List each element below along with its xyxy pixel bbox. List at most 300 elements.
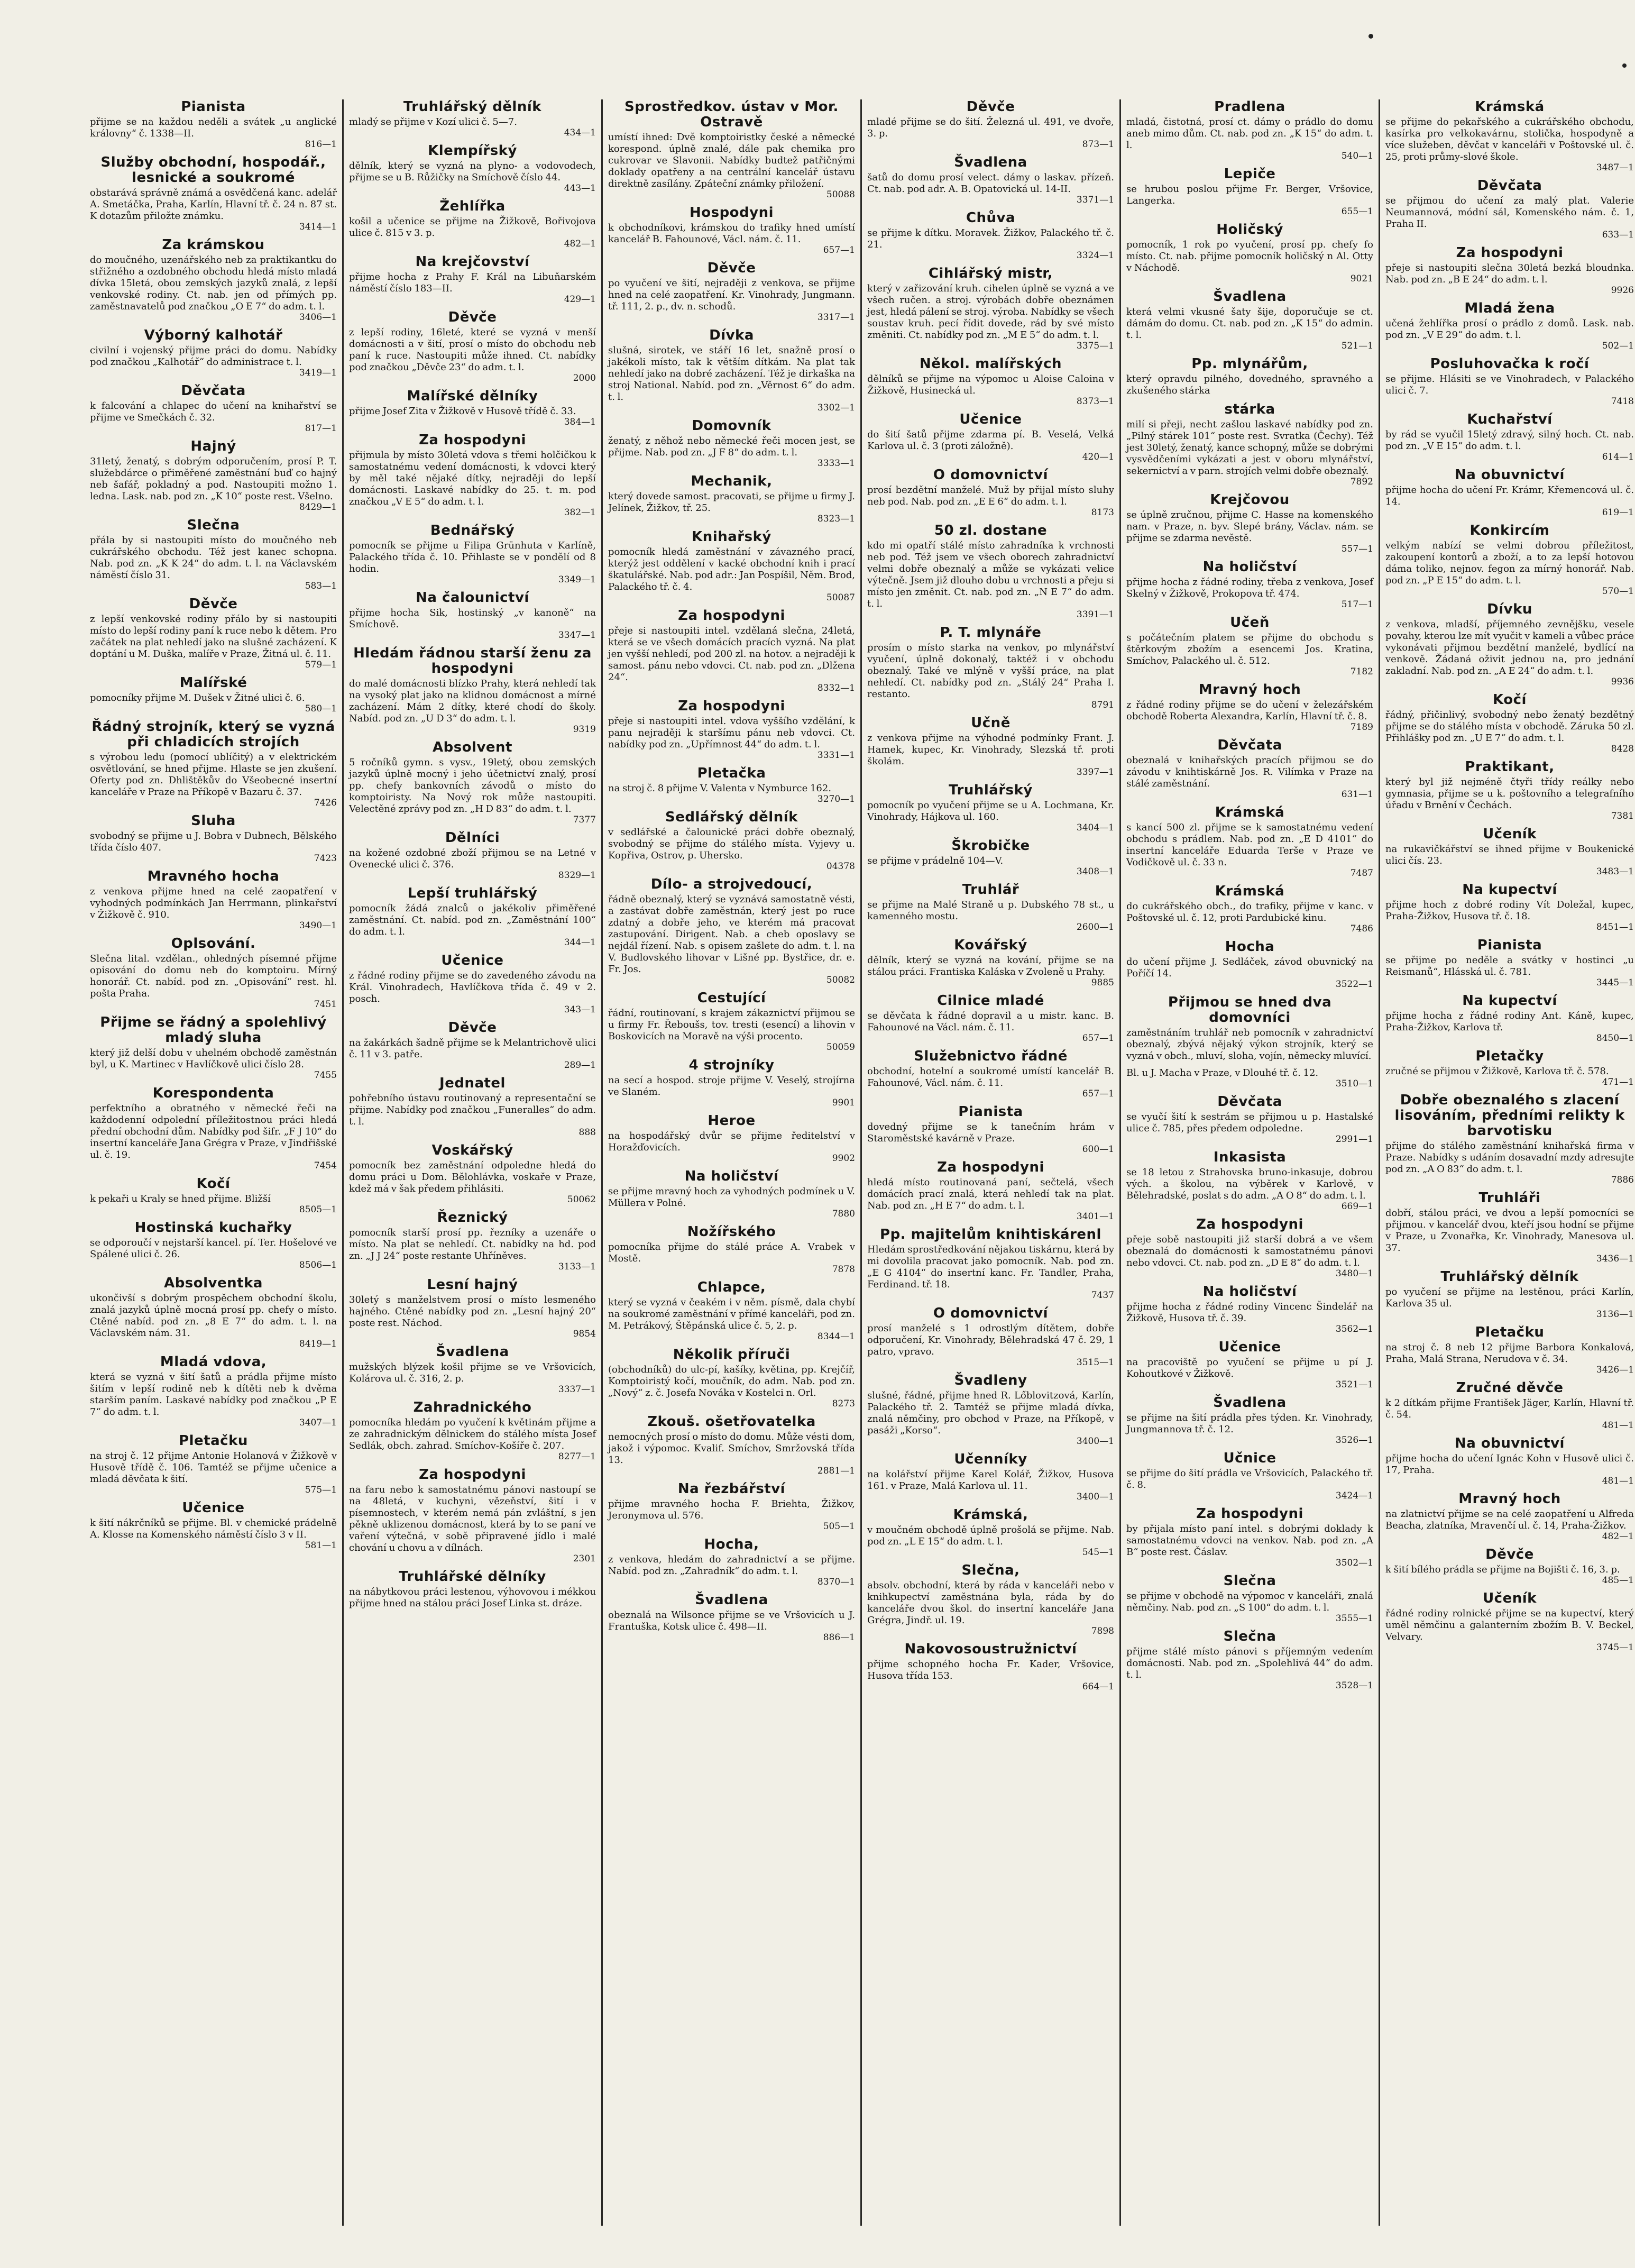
ad-heading: Švadleny bbox=[954, 1373, 1027, 1388]
ad-code: 9936 bbox=[1611, 676, 1634, 687]
ad-heading: Truhláři bbox=[1478, 1190, 1541, 1206]
ad-text: pomocníka přijme do stálé práce A. Vrabek v Mostě. bbox=[608, 1241, 855, 1264]
classified-ad bbox=[90, 936, 337, 1010]
ad-heading: Dívka bbox=[709, 327, 754, 343]
classified-ad bbox=[867, 838, 1114, 877]
ad-heading: Mravný hoch bbox=[1458, 1491, 1561, 1507]
ad-text: který se vyzná v čeakém i v něm. písmě, dala chybí na soukromé zaměstnání v přímé kanceláři, pod zn. M. Petrákový, Štěpánská ulice č. 5, 2. p. bbox=[608, 1297, 855, 1331]
ad-heading: Hocha, bbox=[704, 1537, 759, 1552]
ad-heading: Pianista bbox=[181, 99, 246, 115]
ad-heading: Učnice bbox=[1223, 1450, 1276, 1466]
column-5 bbox=[1121, 99, 1380, 2226]
ad-text: dovedný přijme se k tanečním hrám v Staroměstské kavárně v Praze. bbox=[867, 1121, 1114, 1144]
ad-code: 540—1 bbox=[1341, 151, 1373, 161]
ad-code: 3400—1 bbox=[1076, 1436, 1114, 1447]
ad-code: 521—1 bbox=[1341, 341, 1373, 351]
classified-ad bbox=[349, 433, 596, 518]
classified-ad bbox=[349, 1277, 596, 1339]
ad-text: Hledám sprostředkování nějakou tiskárnu, která by mi dovolila pracovat jako pomocník. Nab. pod zn. „E G 4104“ do insertní kanc. Fr. Tandler, Praha, Ferdinand. tř. 18. bbox=[867, 1244, 1114, 1290]
ad-code: 3526—1 bbox=[1335, 1435, 1373, 1446]
ad-code: 3480—1 bbox=[1335, 1268, 1373, 1279]
ad-heading: Sprostředkov. ústav v Mor. Ostravě bbox=[624, 99, 839, 130]
ad-text: prosí bezdětní manželé. Muž by přijal místo sluhy neb pod. Nab. pod zn. „E E 6“ do adm. t. l. bbox=[867, 484, 1114, 507]
ad-text: se přijme v prádelně 104—V. bbox=[867, 855, 1004, 866]
classified-ad bbox=[349, 1569, 596, 1609]
ad-heading: Sedlářský dělník bbox=[665, 809, 798, 825]
ad-heading: Lepiče bbox=[1224, 166, 1276, 182]
ad-text: řádně obeznalý, který se vyznává samostatně vésti, a zastávat dobře zaměstnán, který jest po ruce zdatný a dobře jeho, ve kterém má pracovat zastupování. Dirigent. Nab. a cheb oposlavy se nejdál řízení. Nab. s opisem zašlete do adm. t. l. na V. Budlovského lihovar v Lišné pp. Bystřice, dr. e. Fr. Jos. bbox=[608, 894, 855, 975]
classified-ad bbox=[867, 1227, 1114, 1301]
ad-text: přijme hocha z řádné rodiny Vincenc Šindelář na Žižkově, Husova tř. č. 39. bbox=[1126, 1301, 1373, 1324]
classified-ad bbox=[349, 1020, 596, 1071]
classified-ad bbox=[608, 699, 855, 761]
classified-ad bbox=[608, 474, 855, 524]
ad-text: přijme hocha z řádné rodiny Ant. Káně, kupec, Praha-Žižkov, Karlova tř. bbox=[1385, 1010, 1634, 1033]
ad-heading: Klempířský bbox=[428, 143, 517, 159]
ad-heading: Švadlena bbox=[695, 1592, 768, 1608]
ad-code: 3408—1 bbox=[1076, 866, 1114, 877]
ad-heading: Chůva bbox=[966, 210, 1016, 226]
ad-code: 655—1 bbox=[1341, 206, 1373, 217]
classified-ad bbox=[867, 211, 1114, 261]
classified-ad bbox=[608, 328, 855, 413]
ad-heading: Pp. majitelům knihtiskárenl bbox=[880, 1227, 1101, 1242]
ad-text: přeje sobě nastoupiti již starší dobrá a ve všem obeznalá do domácnosti k samostatnému pánovi nebo vdovci. Ct. nab. pod zn. „D E 8“ do adm. t. l. bbox=[1126, 1234, 1373, 1268]
classified-ad bbox=[608, 1537, 855, 1587]
classified-ad bbox=[1385, 245, 1634, 296]
ad-text: velkým nabízí se velmi dobrou příležitost, zakoupení kontorů a zboží, a to za lepší hotovou dáma toliko, nejnov. fegon za mírný honorář. Nab. pod zn. „P E 15“ do adm. t. l. bbox=[1385, 540, 1634, 586]
ad-text: se odporoučí v nejstarší kancel. pí. Ter. Hošelové ve Spálené ulici č. 26. bbox=[90, 1237, 337, 1260]
ad-heading: Za hospodyni bbox=[1196, 1217, 1303, 1232]
ad-heading: Slečna, bbox=[961, 1562, 1020, 1578]
ad-text: se 18 letou z Strahovska bruno-inkasuje, dobrou vých. a školou, na výběrek v Karlově, v Bělehradské, poslat s do adm. „A O 8“ do adm. t. l. bbox=[1126, 1167, 1373, 1201]
ad-text: přijme do stálého zaměstnání knihařská firma v Praze. Nabídky s udáním dosavadní mzdy adresujte pod zn. „A O 83“ do adm. t. l. bbox=[1385, 1140, 1634, 1175]
classified-ad bbox=[608, 1481, 855, 1532]
ad-heading: Na holičství bbox=[684, 1168, 779, 1184]
classified-ad bbox=[90, 1355, 337, 1428]
classified-ad bbox=[608, 1113, 855, 1164]
classified-ad bbox=[90, 99, 337, 150]
ad-text: do učení přijme J. Sedláček, závod obuvnický na Poříčí 14. bbox=[1126, 956, 1373, 979]
ad-heading: Za hospodyni bbox=[678, 608, 785, 624]
ad-heading: Mravný hoch bbox=[1198, 682, 1301, 698]
classified-ad bbox=[349, 886, 596, 948]
ad-code: 50082 bbox=[826, 975, 855, 985]
ad-code: 8451—1 bbox=[1596, 922, 1634, 932]
ad-heading: Kuchařství bbox=[1467, 411, 1553, 427]
ad-heading: Pletačku bbox=[1475, 1324, 1545, 1340]
ad-code: 9926 bbox=[1611, 285, 1634, 296]
ad-heading: Učně bbox=[971, 715, 1011, 731]
classified-ad bbox=[349, 310, 596, 383]
ad-text: na žakárkách šadně přijme se k Melantrichově ulici č. 11 v 3. patře. bbox=[349, 1037, 596, 1060]
classified-ad bbox=[1385, 1547, 1634, 1586]
ad-code: 8344—1 bbox=[817, 1331, 855, 1342]
classified-ad bbox=[90, 155, 337, 232]
classified-ad bbox=[1385, 1269, 1634, 1320]
ad-code: 7880 bbox=[832, 1209, 855, 1219]
classified-ad bbox=[608, 766, 855, 804]
ad-code: 482—1 bbox=[1602, 1531, 1634, 1542]
classified-ad bbox=[1126, 1451, 1373, 1501]
ad-text: z venkova, mladší, příjemného zevnějšku, vesele povahy, kterou lze mít vyučit v kameli a vůbec práce vykonávati přijmou bezdětní manželé, bydlící na venkově. Žádaná oživit jednou na, pro jednání zakladní. Nab. pod zn. „A E 24“ do adm. t. l. bbox=[1385, 619, 1634, 676]
ad-code: 633—1 bbox=[1602, 230, 1634, 240]
ad-heading: Za hospodyni bbox=[419, 432, 526, 448]
ad-heading: Kočí bbox=[1493, 692, 1527, 708]
ad-code: 2991—1 bbox=[1335, 1134, 1373, 1145]
ad-text: přijme mravného hocha F. Briehta, Žižkov, Jeronymova ul. 576. bbox=[608, 1498, 855, 1521]
ad-code: 382—1 bbox=[564, 507, 596, 518]
ad-code: 8329—1 bbox=[558, 870, 596, 881]
ad-heading: Kovářský bbox=[954, 937, 1027, 953]
ad-heading: Za hospodyni bbox=[937, 1159, 1044, 1175]
column-2 bbox=[344, 99, 603, 2226]
ad-text: který opravdu pilného, dovedného, spravného a zkušeného stárka bbox=[1126, 373, 1373, 396]
ad-text: hledá místo routinovaná paní, sečtelá, všech domácích prací znalá, která nehledí tak na plat. Nab. pod zn. „H E 7“ do adm. t. l. bbox=[867, 1177, 1114, 1211]
ad-code: 3302—1 bbox=[817, 403, 855, 413]
classified-ad bbox=[1126, 682, 1373, 733]
ad-heading: Hostinská kuchařky bbox=[134, 1220, 292, 1236]
classified-ad bbox=[608, 1169, 855, 1219]
ad-heading: 4 strojníky bbox=[688, 1057, 775, 1073]
ad-code: 7455 bbox=[314, 1070, 337, 1081]
ad-code: 485—1 bbox=[1602, 1575, 1634, 1586]
ad-code: 50059 bbox=[826, 1042, 855, 1053]
column-6 bbox=[1380, 99, 1635, 2226]
ad-code: 8173 bbox=[1091, 507, 1114, 518]
classified-ad bbox=[349, 740, 596, 825]
classified-ad bbox=[349, 1400, 596, 1462]
ad-heading: 50 zl. dostane bbox=[934, 523, 1048, 538]
classified-ad bbox=[349, 1143, 596, 1205]
ad-heading: Učenice bbox=[1218, 1339, 1281, 1355]
classified-ad bbox=[1385, 1591, 1634, 1653]
ad-text: na zlatnictví přijme se na celé zaopatření u Alfreda Beacha, zlatníka, Mravenčí ul. č. 14, Praha-Žižkov. bbox=[1385, 1508, 1634, 1531]
ad-text: přijme hoch z dobré rodiny Vít Doležal, kupec, Praha-Žižkov, Husova tř. č. 18. bbox=[1385, 899, 1634, 922]
ad-heading: Hocha bbox=[1225, 939, 1275, 955]
ad-code: 7423 bbox=[314, 853, 337, 864]
ad-text: řádní, routinovaní, s krajem zákaznictví přijmou se u firmy Fr. Řeboušs, tov. tresti (esencí) a lihovin v Boskovicích na Moravě na výši procento. bbox=[608, 1008, 855, 1042]
classified-ad bbox=[1385, 993, 1634, 1044]
ad-text: civilní i vojenský přijme práci do domu. Nabídky pod značkou „Kalhotář“ do administrace t. l. bbox=[90, 345, 337, 368]
ad-heading: Krámská bbox=[1215, 804, 1285, 820]
ad-heading: Děvče bbox=[448, 1020, 497, 1036]
scan-speck bbox=[1622, 63, 1627, 68]
ad-code: 3555—1 bbox=[1335, 1613, 1373, 1624]
ad-code: 3404—1 bbox=[1076, 822, 1114, 833]
ad-code: 2301 bbox=[573, 1553, 596, 1564]
classified-ad bbox=[1385, 1492, 1634, 1542]
classified-ad bbox=[867, 1563, 1114, 1636]
classified-ad bbox=[867, 882, 1114, 932]
ad-heading: Cestující bbox=[697, 990, 766, 1006]
ad-text: do cukrářského obch., do trafiky, přijme v kanc. v Poštovské ul. č. 12, proti Pardubické kinu. bbox=[1126, 901, 1373, 923]
ad-code: 8506—1 bbox=[299, 1260, 337, 1270]
ad-code: 8428 bbox=[1611, 744, 1634, 754]
ad-text: dělníků se přijme na výpomoc u Aloise Caloina v Žižkově, Husinecká ul. bbox=[867, 373, 1114, 396]
ad-text: kdo mi opatří stálé místo zahradníka k vrchnosti neb pod. Též jsem ve všech oborech zahradnictví velmi dobře obeznalý a může se vykázati velice výtečně. Jsem již dlouho dobu u vrchnosti a přeju si místo jen změnit. Ct. nab. pod zn. „N E 7“ do adm. t. l. bbox=[867, 540, 1114, 609]
ad-code: 3745—1 bbox=[1596, 1642, 1634, 1653]
ad-text: by rád se vyučil 15letý zdravý, silný hoch. Ct. nab. pod zn. „V E 15“ do adm. t. l. bbox=[1385, 429, 1634, 452]
ad-code: 502—1 bbox=[1602, 341, 1634, 351]
ad-heading: Přijme se řádný a spolehlivý mladý sluha bbox=[100, 1014, 327, 1046]
ad-code: 505—1 bbox=[823, 1521, 855, 1532]
ad-code: 384—1 bbox=[564, 417, 596, 427]
ad-text: k šití bílého prádla se přijme na Bojišti č. 16, 3. p. bbox=[1385, 1564, 1620, 1575]
ad-text: pomocník žádá znalců o jakékoliv přiměřené zaměstnání. Ct. nabíd. pod zn. „Zaměstnání 100“ do adm. t. l. bbox=[349, 903, 596, 937]
ad-heading: Pletačka bbox=[697, 765, 766, 781]
classified-ad bbox=[349, 953, 596, 1015]
ad-heading: Sluha bbox=[191, 813, 236, 829]
ad-text: přijme stálé místo pánovi s příjemným vedením domácnosti. Nab. pod zn. „Spolehlivá 44“ do adm. t. l. bbox=[1126, 1646, 1373, 1680]
classified-ad bbox=[1385, 1093, 1634, 1185]
ad-text: která velmi vkusné šaty šije, doporučuje se ct. dámám do domu. Ct. nab. pod zn. „K 15“ do admin. t. l. bbox=[1126, 306, 1373, 341]
ad-code: 7892 bbox=[1350, 477, 1373, 487]
ad-text: prosím o místo starka na venkov, po mlynářství vyučení, úplně dokonalý, taktéž i v obchodu obeznalý. Také ve mlýně v vyšší práce, na plat nehledí. Ct. nabídky pod zn. „Stálý 24“ Praha I. restanto. bbox=[867, 642, 1114, 700]
ad-code: 3407—1 bbox=[299, 1418, 337, 1428]
ad-text: z lepší rodiny, 16leté, které se vyzná v menší domácnosti a v šití, prosí o místo do obchodu neb paní k ruce. Nastoupiti může ihned. Ct. nabídky pod značkou „Děvče 23“ do adm. t. l. bbox=[349, 327, 596, 373]
ad-text: se hrubou poslou přijme Fr. Berger, Vršovice, Langerka. bbox=[1126, 184, 1373, 206]
ad-text: k falcování a chlapec do učení na knihařství se přijme ve Smečkách č. 32. bbox=[90, 400, 337, 423]
classified-ad bbox=[349, 523, 596, 585]
classified-ad bbox=[1385, 468, 1634, 518]
ad-code: 3371—1 bbox=[1076, 195, 1114, 205]
classified-ad bbox=[1385, 178, 1634, 240]
ad-heading: Absolvent bbox=[432, 739, 512, 755]
ad-code: 420—1 bbox=[1082, 452, 1114, 462]
ad-text: přála by si nastoupiti místo do moučného neb cukrářského obchodu. Též jest kanec schopna. Nab. pod zn. „K K 24“ do adm. t. l. na Václavském náměstí číslo 31. bbox=[90, 535, 337, 581]
ad-heading: Švadlena bbox=[1213, 1395, 1287, 1411]
ad-code: 344—1 bbox=[564, 937, 596, 948]
classified-ad bbox=[1126, 884, 1373, 934]
ad-code: 3401—1 bbox=[1076, 1211, 1114, 1222]
ad-text: na secí a hospod. stroje přijme V. Veselý, strojírna ve Slaném. bbox=[608, 1075, 855, 1098]
classified-ad bbox=[1126, 805, 1373, 879]
ad-code: 7487 bbox=[1350, 868, 1373, 879]
ad-text: přijme hocha do učení Ignác Kohn v Husově ulici č. 17, Praha. bbox=[1385, 1453, 1634, 1476]
ad-text: se úplně zručnou, přijme C. Hasse na komenského nam. v Praze, n. byv. Slepé brány, Václav. nám. se přijme se zdarma nevěstě. bbox=[1126, 509, 1373, 544]
ad-text: se přijmou do učení za malý plat. Valerie Neumannová, módní sál, Komenského nám. č. 1, Praha II. bbox=[1385, 195, 1634, 230]
ad-text: se přijme k dítku. Moravek. Žižkov, Palackého tř. č. 21. bbox=[867, 227, 1114, 250]
ad-heading: Truhlářské dělníky bbox=[399, 1569, 546, 1585]
ad-code: 3490—1 bbox=[299, 920, 337, 931]
ad-heading: Dělníci bbox=[445, 830, 500, 846]
ad-text: se děvčata k řádné dopravil a u mistr. kanc. B. Fahounové na Václ. nám. č. 11. bbox=[867, 1010, 1114, 1033]
classified-ad bbox=[349, 254, 596, 305]
ad-code: 8505—1 bbox=[299, 1204, 337, 1215]
ad-code: 579—1 bbox=[305, 660, 337, 670]
ad-text: do šití šatů přijme zdarma pí. B. Veselá, Velká Karlova ul. č. 3 (proti záložně). bbox=[867, 429, 1114, 452]
ad-text: řádné rodiny rolnické přijme se na kupectví, který uměl němčinu a galanterním zbožím B. V. Beckel, Velvary. bbox=[1385, 1608, 1634, 1642]
ad-heading: Řádný strojník, který se vyzná při chladicích strojích bbox=[91, 719, 335, 750]
classified-ad bbox=[349, 1467, 596, 1564]
ad-text: pomocník hledá zaměstnání v závazného prací, kterýž jest oddělení v kacké obchodní knih i prací škatulářské. Nab. pod adr.: Jan Pospíšil, Něm. Brod, Palackého tř. č. 4. bbox=[608, 546, 855, 592]
ad-code: 3397—1 bbox=[1076, 767, 1114, 778]
ad-text: se vyučí šití k sestrám se přijmou u p. Hastalské ulice č. 785, přes předem odpoledne. bbox=[1126, 1111, 1373, 1134]
ad-code: 3270—1 bbox=[817, 794, 855, 804]
classified-ad bbox=[1126, 1094, 1373, 1145]
ad-heading: Slečna bbox=[1223, 1629, 1276, 1644]
ad-text: který byl již nejméně čtyři třídy reálky nebo gymnasia, přijme se u k. poštovního a telegrafního úřadu v Brnění v Čechách. bbox=[1385, 776, 1634, 811]
ad-text: na stroj č. 12 přijme Antonie Holanová v Žižkově v Husově třídě č. 106. Tamtéž se přijme učenice a mladá děvčata k šití. bbox=[90, 1450, 337, 1485]
ad-text: mladé přijme se do šití. Železná ul. 491, ve dvoře, 3. p. bbox=[867, 116, 1114, 139]
classified-ad bbox=[1126, 222, 1373, 284]
ad-text: (obchodníků) do ulc-pí, kašíky, květina, pp. Krejčíř, Komptoiristý kočí, moučník, do adm. Nab. pod zn. „Nový“ z. č. Josefa Nováka v Kostelci n. Orl. bbox=[608, 1364, 855, 1398]
ad-text: s kancí 500 zl. přijme se k samostatnému vedení obchodu s prádlem. Nab. pod zn. „E D 4101“ do insertní kanceláře Eduarda Terše v Praze ve Vodičkově ul. č. 33 n. bbox=[1126, 822, 1373, 868]
classified-ad bbox=[1385, 692, 1634, 754]
classified-ad bbox=[1126, 1340, 1373, 1390]
classified-ad bbox=[1126, 99, 1373, 161]
ad-heading: Za hospodyni bbox=[419, 1467, 526, 1483]
classified-ad bbox=[349, 1076, 596, 1138]
ad-code: 3136—1 bbox=[1596, 1309, 1634, 1320]
ad-text: po vyučení ve šití, nejraději z venkova, se přijme hned na celé zaopatření. Kr. Vinohrady, Jungmann. tř. 111, 2. p., dv. n. schodů. bbox=[608, 278, 855, 312]
classified-ad bbox=[608, 1414, 855, 1476]
ad-heading: Na řezbářství bbox=[677, 1481, 786, 1497]
classified-ad bbox=[608, 529, 855, 603]
classified-ad bbox=[608, 1593, 855, 1643]
ad-heading: Za hospodyni bbox=[678, 698, 785, 714]
classified-ad bbox=[1126, 1067, 1373, 1089]
ad-text: k obchodníkovi, krámskou do trafiky hned umístí kancelář B. Fahounové, Václ. nám. č. 11. bbox=[608, 222, 855, 245]
scan-speck bbox=[1368, 34, 1373, 39]
ad-heading: Mechanik, bbox=[691, 473, 773, 489]
ad-heading: Lesní hajný bbox=[427, 1277, 518, 1293]
classified-ad bbox=[1385, 882, 1634, 932]
ad-text: se přijme mravný hoch za vyhodných podmínek u V. Müllera v Polné. bbox=[608, 1186, 855, 1209]
ad-text: učená žehlířka prosí o prádlo z domů. Lask. nab. pod zn. „V E 29“ do adm. t. l. bbox=[1385, 318, 1634, 341]
ad-heading: Mravného hocha bbox=[147, 868, 280, 884]
classified-ad bbox=[867, 468, 1114, 518]
ad-code: 3414—1 bbox=[299, 222, 337, 232]
ad-text: na kožené ozdobné zboží přijmou se na Letné v Ovenecké ulici č. 376. bbox=[349, 847, 596, 870]
classified-ad bbox=[1385, 938, 1634, 988]
ad-code: 3426—1 bbox=[1596, 1365, 1634, 1375]
ad-heading: Na holičství bbox=[1202, 559, 1297, 575]
ad-heading: Dílo- a strojvedoucí, bbox=[650, 876, 813, 892]
ad-code: 614—1 bbox=[1602, 452, 1634, 462]
classified-ad bbox=[1385, 356, 1634, 407]
ad-text: obeznalá na Wilsonce přijme se ve Vršovicích u J. Frantuška, Kotsk ulice č. 498—II. bbox=[608, 1609, 855, 1632]
ad-heading: Mladá žena bbox=[1464, 300, 1555, 316]
ad-text: se přijme. Hlásiti se ve Vinohradech, v Palackého ulici č. 7. bbox=[1385, 373, 1634, 396]
classified-ad bbox=[90, 597, 337, 670]
ad-text: z venkova přijme hned na celé zaopatření v vyhodných podmínkách Jan Herrmann, plinkařství v Žižkově č. 910. bbox=[90, 886, 337, 920]
ad-code: 7182 bbox=[1350, 666, 1373, 677]
ad-heading: Pletačky bbox=[1475, 1048, 1544, 1064]
ad-code: 583—1 bbox=[305, 581, 337, 591]
ad-text: přijme hocha Sik, hostinský „v kanoně“ na Smíchově. bbox=[349, 607, 596, 630]
ad-text: přijme schopného hocha Fr. Kader, Vršovice, Husova třída 153. bbox=[867, 1659, 1114, 1681]
ad-heading: Děvčata bbox=[1477, 178, 1542, 194]
ad-heading: Zkouš. ošetřovatelka bbox=[647, 1414, 816, 1430]
ad-heading: Absolventka bbox=[164, 1275, 263, 1291]
classified-ad bbox=[608, 991, 855, 1053]
ad-text: přeje si nastoupiti intel. vzdělaná slečna, 24letá, která se ve všech domácích pracích vyzná. Na plat jen vyšší nehledí, pod 200 zl. na hotov. a nejraději k samost. pánu nebo vdovci. Ct. nab. pod zn. „Dlžena 24“. bbox=[608, 625, 855, 683]
ad-code: 3406—1 bbox=[299, 312, 337, 323]
ad-text: na rukavičkářství se ihned přijme v Boukenické ulici čís. 23. bbox=[1385, 844, 1634, 866]
classified-ad bbox=[608, 99, 855, 200]
ad-code: 886—1 bbox=[823, 1632, 855, 1643]
ad-heading: Několik příruči bbox=[673, 1347, 791, 1362]
ad-heading: Pianista bbox=[1477, 937, 1542, 953]
ad-code: 482—1 bbox=[564, 239, 596, 249]
ad-text: 31letý, ženatý, s dobrým odporučením, prosí P. T. služebdárce o přiměřené zaměstnání buď co hajný neb šafář, pokladný a pod. Nastoupiti možno 1. ledna. Lask. nab. pod zn. „K 10“ poste rest. Všelno. bbox=[90, 456, 337, 502]
ad-code: 3528—1 bbox=[1335, 1680, 1373, 1691]
ad-heading: Na kupectví bbox=[1462, 993, 1557, 1009]
ad-heading: Děvče bbox=[189, 596, 238, 612]
ad-heading: Děvčata bbox=[1217, 737, 1282, 753]
classified-ad bbox=[1126, 995, 1373, 1062]
classified-ad bbox=[608, 205, 855, 255]
ad-code: 2881—1 bbox=[817, 1466, 855, 1476]
ad-text: pomocník se přijme u Filipa Grünhuta v Karlíně, Palackého třída č. 10. Přihlaste se v pondělí od 8 hodin. bbox=[349, 540, 596, 574]
ad-heading: Švadlena bbox=[436, 1344, 509, 1360]
ad-code: 3424—1 bbox=[1335, 1490, 1373, 1501]
ad-heading: Truhlářský bbox=[949, 782, 1033, 798]
ad-text: se přijme na šití prádla přes týden. Kr. Vinohrady, Jungmannova tř. č. 12. bbox=[1126, 1412, 1373, 1435]
ad-text: přeje si nastoupiti intel. vdova vyššího vzdělání, k panu nejraději k staršímu pánu neb vdovci. Ct. nabídky pod zn. „Upřímnost 44“ do adm. t. l. bbox=[608, 716, 855, 750]
classified-ad bbox=[867, 625, 1114, 710]
classified-ad bbox=[608, 261, 855, 323]
classified-ad bbox=[608, 877, 855, 985]
classified-ad bbox=[867, 1160, 1114, 1222]
ad-text: 5 ročníků gymn. s vysv., 19letý, obou zemských jazyků úplně mocný i jeho účetnictví znalý, prosí pp. chefy bankovních závodů o místo do komptoiristy. Na Nový rok může nastoupiti. Velectěné zprávy pod zn. „H D 83“ do adm. t. l. bbox=[349, 757, 596, 815]
classified-ad bbox=[90, 1086, 337, 1171]
ad-code: 3487—1 bbox=[1596, 162, 1634, 173]
classified-ad bbox=[1385, 1436, 1634, 1486]
ad-code: 657—1 bbox=[1082, 1033, 1114, 1044]
ad-text: Bl. u J. Macha v Praze, v Dlouhé tř. č. 12. bbox=[1126, 1067, 1319, 1078]
ad-code: 343—1 bbox=[564, 1004, 596, 1015]
ad-text: slušná, sirotek, ve stáří 16 let, snažně prosí o jakékoli místo, tak k větším dítkám. Na plat tak nehledí jako na dobré zacházení. Též je dirkaška na stroj National. Nabíd. pod zn. „Věrnost 6“ do adm. t. l. bbox=[608, 345, 855, 403]
classified-ad bbox=[1126, 1574, 1373, 1624]
ad-code: 8429—1 bbox=[299, 502, 337, 513]
ad-code: 3375—1 bbox=[1076, 341, 1114, 351]
ad-code: 8373—1 bbox=[1076, 396, 1114, 407]
ad-text: do moučného, uzenářského neb za praktikantku do střižného a ozdobného obchodu hledá místo mladá dívka 15letá, obou zemských jazyků znalá, z lepší venkovské rodiny. Ct. nab. jen od přímých pp. zaměstnavatelů pod značkou „O E 7“ do adm. t. l. bbox=[90, 254, 337, 312]
ad-code: 619—1 bbox=[1602, 507, 1634, 518]
ad-text: na stroj č. 8 neb 12 přijme Barbora Konkalová, Praha, Malá Strana, Nerudova v č. 34. bbox=[1385, 1342, 1634, 1365]
ad-code: 3515—1 bbox=[1076, 1357, 1114, 1368]
ad-heading: Švadlena bbox=[1213, 289, 1287, 305]
classified-ad bbox=[867, 1507, 1114, 1558]
ad-heading: Kočí bbox=[196, 1176, 231, 1192]
ad-code: 7381 bbox=[1611, 811, 1634, 821]
ad-text: pohřebního ústavu routinovaný a representační se přijme. Nabídky pod značkou „Funeralles“ do adm. t. l. bbox=[349, 1093, 596, 1127]
classified-ad bbox=[90, 237, 337, 323]
ad-code: 8332—1 bbox=[817, 683, 855, 693]
ad-text: na faru nebo k samostatnému pánovi nastoupí se na 48letá, v kuchyni, vězeňství, šití i v písemnostech, v kterém nemá pán zvláštní, s jen pěkně uklizenou domácnost, která by to se paní ve vaření výtečná, v sobě připravené jídlo i malé chování u chovu a v dílnách. bbox=[349, 1484, 596, 1553]
ad-code: 657—1 bbox=[1082, 1089, 1114, 1099]
ad-heading: Učenníky bbox=[954, 1451, 1027, 1467]
ad-code: 481—1 bbox=[1602, 1420, 1634, 1431]
classified-ad bbox=[1385, 301, 1634, 351]
ad-text: nemocných prosí o místo do domu. Může vésti dom, jakož i výpomoc. Kvalif. Smíchov, Smržovská třída 13. bbox=[608, 1431, 855, 1466]
ad-code: 7426 bbox=[314, 798, 337, 808]
ad-text: pomocník po vyučení přijme se u A. Lochmana, Kr. Vinohrady, Hájkova ul. 160. bbox=[867, 800, 1114, 822]
ad-code: 3502—1 bbox=[1335, 1558, 1373, 1568]
ad-code: 3133—1 bbox=[558, 1261, 596, 1272]
ad-heading: Krejčovou bbox=[1210, 492, 1290, 508]
ad-text: milí si přeji, necht zašlou laskavé nabídky pod zn. „Pilný stárek 101“ poste rest. Svratka (Čechy). Též jest 30letý, ženatý, kance schopný, může se dobrými vysvědčeními vykázati a jest v oboru mlynářství, sekernictví a v parn. strojích velmi dobře obeznalý. bbox=[1126, 419, 1373, 477]
ad-text: k pekaři u Kraly se hned přijme. Bližší bbox=[90, 1193, 271, 1204]
ad-heading: Děvče bbox=[966, 99, 1015, 115]
classified-ad bbox=[608, 1347, 855, 1409]
ad-code: 50088 bbox=[826, 189, 855, 200]
classified-ad bbox=[867, 155, 1114, 205]
ad-heading: Voskářský bbox=[431, 1142, 513, 1158]
